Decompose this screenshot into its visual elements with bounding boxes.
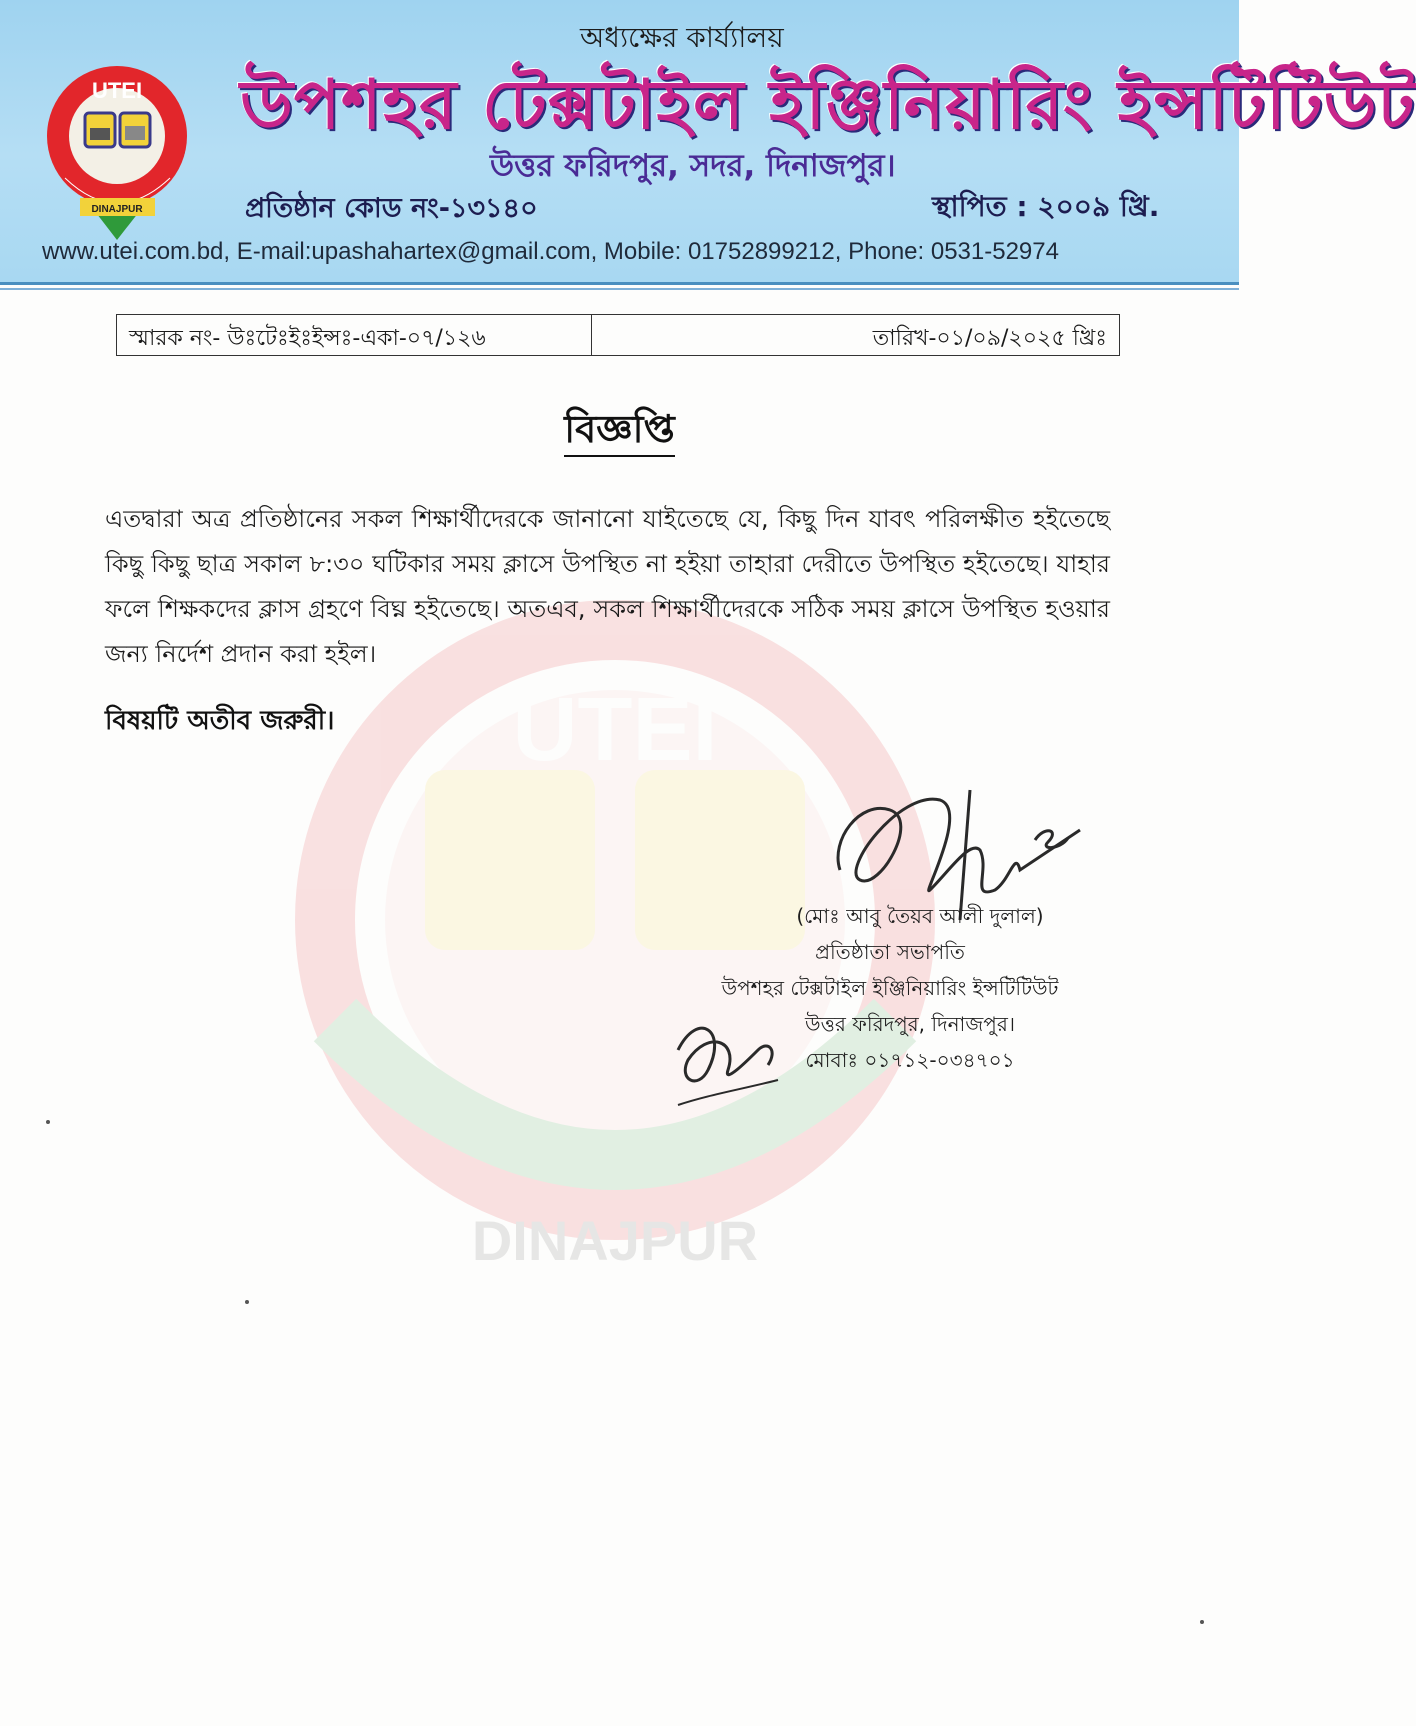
watermark-acronym: UTEI — [512, 680, 718, 780]
watermark-location: DINAJPUR — [471, 1209, 759, 1272]
logo-location: DINAJPUR — [91, 204, 143, 215]
institute-name: উপশহর টেক্সটাইল ইঞ্জিনিয়ারিং ইন্সটিটিউট — [240, 65, 1416, 145]
signatory-name: (মোঃ আবু তৈয়ব আলী দুলাল) — [796, 904, 1044, 928]
initials-mark — [668, 1010, 818, 1120]
scan-speck — [245, 1300, 249, 1304]
signatory-institute: উপশহর টেক্সটাইল ইঞ্জিনিয়ারিং ইন্সটিটিউট — [721, 976, 1059, 1000]
logo-acronym: UTEI — [91, 78, 143, 103]
issue-date: তারিখ-০১/০৯/২০২৫ খ্রিঃ — [872, 326, 1107, 351]
urgent-note: বিষয়টি অতীব জরুরী। — [105, 706, 335, 736]
institute-address: উত্তর ফরিদপুর, সদর, দিনাজপুর। — [490, 148, 896, 184]
reference-row — [116, 314, 1120, 356]
institution-code: প্রতিষ্ঠান কোড নং-১৩১৪০ — [245, 193, 538, 224]
header-divider — [0, 288, 1239, 290]
signatory-address: উত্তর ফরিদপুর, দিনাজপুর। — [805, 1012, 1015, 1036]
office-label: অধ্যক্ষের কার্য্যালয় — [580, 21, 784, 54]
notice-title-text: বিজ্ঞপ্তি — [564, 407, 675, 457]
utei-logo — [30, 58, 205, 243]
established-year: স্থাপিত : ২০০৯ খ্রি. — [932, 190, 1160, 223]
signatory-mobile: মোবাঃ ০১৭১২-০৩৪৭০১ — [805, 1048, 1015, 1072]
scan-speck — [1200, 1620, 1204, 1624]
memo-number: স্মারক নং- উঃটেঃইঃইন্সঃ-একা-০৭/১২৬ — [117, 315, 592, 355]
signatory-designation: প্রতিষ্ঠাতা সভাপতি — [815, 940, 965, 964]
notice-body: এতদ্বারা অত্র প্রতিষ্ঠানের সকল শিক্ষার্থীদেরকে জানানো যাইতেছে যে, কিছু দিন যাবৎ পরিলক্ষীত হইতেছে কিছু কিছু ছাত্র সকাল ৮:৩০ ঘটিকার সময় ক্লাসে উপস্থিত না হইয়া তাহারা দেরীতে উপস্থিত হইতেছে। যাহার ফলে শিক্ষকদের ক্লাস গ্রহণে বিঘ্ন হইতেছে। অতএব, সকল শিক্ষার্থীদেরকে সঠিক সময় ক্লাসে উপস্থিত হওয়ার জন্য নির্দেশ প্রদান করা হইল। — [105, 505, 1110, 668]
notice-title — [0, 400, 1239, 464]
contact-line: www.utei.com.bd, E-mail:upashahartex@gmail.com, Mobile: 01752899212, Phone: 0531-52974 — [42, 238, 1059, 265]
scan-speck — [46, 1120, 50, 1124]
letterhead — [0, 0, 1416, 285]
